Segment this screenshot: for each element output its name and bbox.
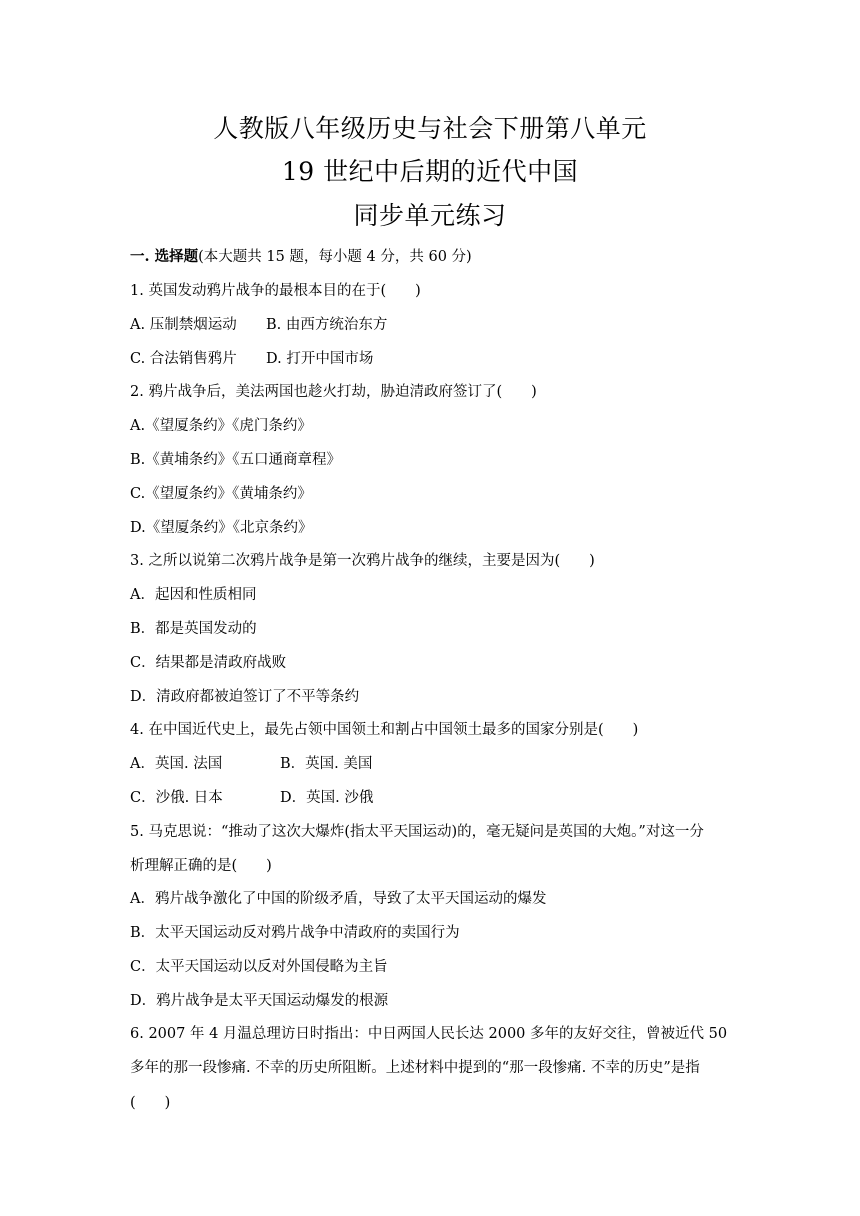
question-5-stem-line-1: 5. 马克思说：“推动了这次大爆炸(指太平天国运动)的，毫无疑问是英国的大炮。”对这一分: [130, 824, 704, 840]
question-3-option-a: A．起因和性质相同: [130, 587, 257, 603]
question-4-option-d: D．英国. 沙俄: [280, 790, 374, 806]
question-2-stem: 2. 鸦片战争后，美法两国也趁火打劫，胁迫清政府签订了( ): [130, 384, 537, 400]
question-5-option-a: A．鸦片战争激化了中国的阶级矛盾，导致了太平天国运动的爆发: [130, 891, 547, 907]
question-1-option-b: B. 由西方统治东方: [266, 317, 388, 333]
question-4-options-row-2: [130, 788, 373, 808]
question-6-stem-line-2: 多年的那一段惨痛. 不幸的历史所阻断。上述材料中提到的“那一段惨痛. 不幸的历史”是指: [130, 1060, 700, 1076]
question-1-option-a: A. 压制禁烟运动: [130, 317, 237, 333]
question-1-options-row-1: [130, 315, 387, 335]
question-1-stem: 1. 英国发动鸦片战争的最根本目的在于( ): [130, 283, 421, 299]
section-heading: [130, 247, 750, 267]
question-4-option-b: B．英国. 美国: [280, 756, 373, 772]
section-heading-label: 一. 选择题: [130, 248, 199, 265]
document-title-line-3: 同步单元练习: [353, 201, 507, 230]
question-5-stem-line-2: 析理解正确的是( ): [130, 858, 272, 874]
question-4-stem: 4. 在中国近代史上，最先占领中国领土和割占中国领土最多的国家分别是( ): [130, 722, 639, 738]
document-title-line-2: 19 世纪中后期的近代中国: [281, 157, 579, 186]
question-6-stem-line-1: 6. 2007 年 4 月温总理访日时指出：中日两国人民长达 2000 多年的友好交往，曾被近代 50: [130, 1026, 728, 1042]
question-4-options-row-1: [130, 754, 372, 774]
question-2-option-a: A.《望厦条约》《虎门条约》: [130, 418, 312, 434]
question-2-option-b: B.《黄埔条约》《五口通商章程》: [130, 452, 342, 468]
question-3-stem: 3. 之所以说第二次鸦片战争是第一次鸦片战争的继续，主要是因为( ): [130, 553, 595, 569]
question-4-option-a: A．英国. 法国: [130, 756, 223, 772]
question-3-option-d: D．清政府都被迫签订了不平等条约: [130, 689, 360, 705]
question-5-option-c: C．太平天国运动以反对外国侵略为主旨: [130, 959, 388, 975]
question-3-option-c: C．结果都是清政府战败: [130, 655, 287, 671]
question-5-option-b: B．太平天国运动反对鸦片战争中清政府的卖国行为: [130, 925, 460, 941]
question-5-option-d: D．鸦片战争是太平天国运动爆发的根源: [130, 993, 389, 1009]
question-4-option-c: C．沙俄. 日本: [130, 790, 223, 806]
question-2-option-d: D.《望厦条约》《北京条约》: [130, 520, 313, 536]
question-1-option-c: C. 合法销售鸦片: [130, 351, 237, 367]
question-2-option-c: C.《望厦条约》《黄埔条约》: [130, 486, 312, 502]
question-6-stem-line-3: ( ): [130, 1095, 171, 1111]
document-title-line-1: 人教版八年级历史与社会下册第八单元: [213, 114, 647, 143]
section-heading-desc: (本大题共 15 题，每小题 4 分，共 60 分): [198, 249, 472, 265]
question-1-option-d: D. 打开中国市场: [266, 351, 374, 367]
question-3-option-b: B．都是英国发动的: [130, 621, 257, 637]
question-1-options-row-2: [130, 349, 373, 369]
